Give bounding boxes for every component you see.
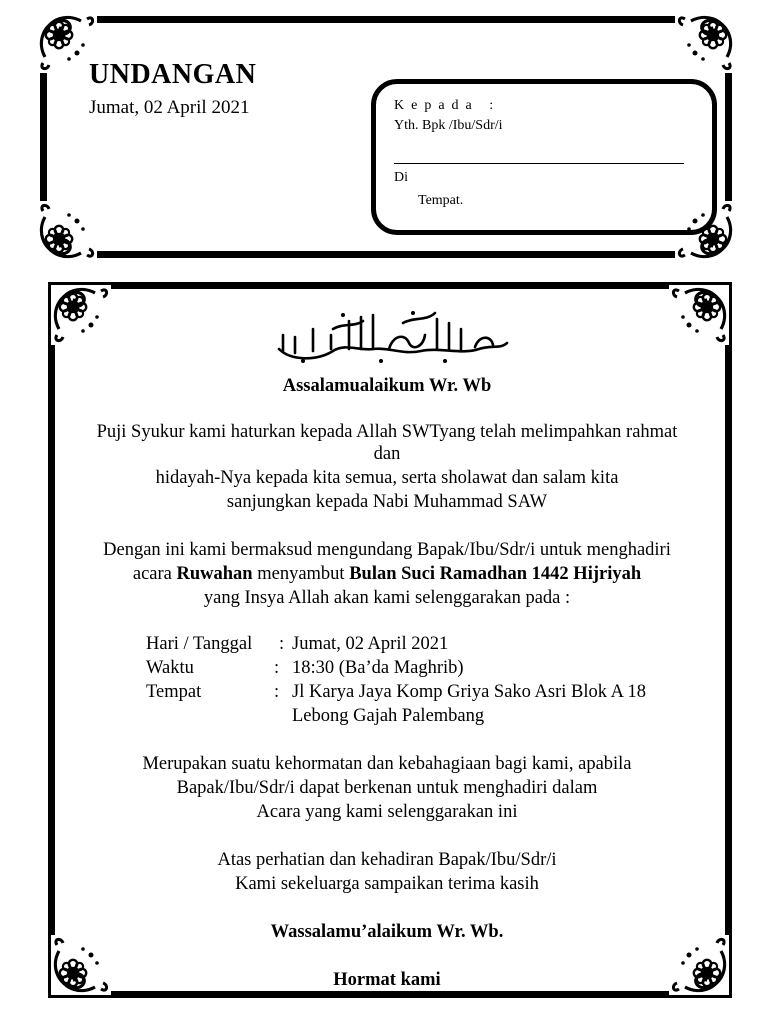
address-box [371,79,717,235]
event-prefix: acara [132,564,177,584]
day-date-label: Hari / Tanggal [146,634,253,654]
place-label: Tempat [146,682,202,702]
address-di-label: Di [394,170,408,185]
address-salutation: Yth. Bpk /Ibu/Sdr/i [394,118,503,133]
paragraph-4-line-2: Kami sekeluarga sampaikan terima kasih [235,874,539,894]
event-middle: menyambut [252,564,350,584]
day-date-value: Jumat, 02 April 2021 [292,634,449,654]
floral-corner-icon [37,13,97,73]
invitation-date: Jumat, 02 April 2021 [89,97,250,118]
floral-corner-icon [675,13,735,73]
paragraph-3-line-1: Merupakan suatu kehormatan dan kebahagiaan bagi kami, apabila [142,754,632,774]
greeting: Assalamualaikum Wr. Wb [282,376,492,396]
floral-corner-icon [37,201,97,261]
event-occasion: Bulan Suci Ramadhan 1442 Hijriyah [349,564,642,584]
paragraph-1-line-2: dan [373,444,401,464]
signoff: Hormat kami [333,970,441,990]
paragraph-3-line-3: Acara yang kami selenggarakan ini [256,802,518,822]
floral-corner-icon [669,285,729,345]
address-blank-line [394,163,684,164]
paragraph-3-line-2: Bapak/Ibu/Sdr/i dapat berkenan untuk menghadiri dalam [176,778,598,798]
invitation-title: UNDANGAN [89,59,257,90]
address-kepada-label: Kepada : [394,98,501,113]
bismillah-calligraphy [273,305,513,367]
paragraph-1-line-3: hidayah-Nya kepada kita semua, serta sholawat dan salam kita [155,468,619,488]
time-separator: : [274,658,280,678]
paragraph-2-line-3: yang Insya Allah akan kami selenggarakan pada : [203,588,571,608]
time-value: 18:30 (Ba’da Maghrib) [292,658,464,678]
time-label: Waktu [146,658,194,678]
address-tempat-label: Tempat. [418,193,464,208]
paragraph-2-line-2 [45,563,729,585]
place-value-line-2: Lebong Gajah Palembang [292,706,485,726]
letter-card [48,282,732,998]
event-name: Ruwahan [176,564,253,584]
closing-greeting: Wassalamu’alaikum Wr. Wb. [270,922,504,942]
floral-corner-icon [51,285,111,345]
paragraph-1-line-1: Puji Syukur kami haturkan kepada Allah SWTyang telah melimpahkan rahmat [96,422,678,442]
place-value-line-1: Jl Karya Jaya Komp Griya Sako Asri Blok A 18 [292,682,647,702]
place-separator: : [274,682,280,702]
paragraph-2-line-1: Dengan ini kami bermaksud mengundang Bapak/Ibu/Sdr/i untuk menghadiri [103,540,671,560]
paragraph-1-line-4: sanjungkan kepada Nabi Muhammad SAW [226,492,548,512]
paragraph-4-line-1: Atas perhatian dan kehadiran Bapak/Ibu/Sdr/i [217,850,557,870]
day-date-separator: : [279,634,285,654]
envelope-card [40,16,732,258]
